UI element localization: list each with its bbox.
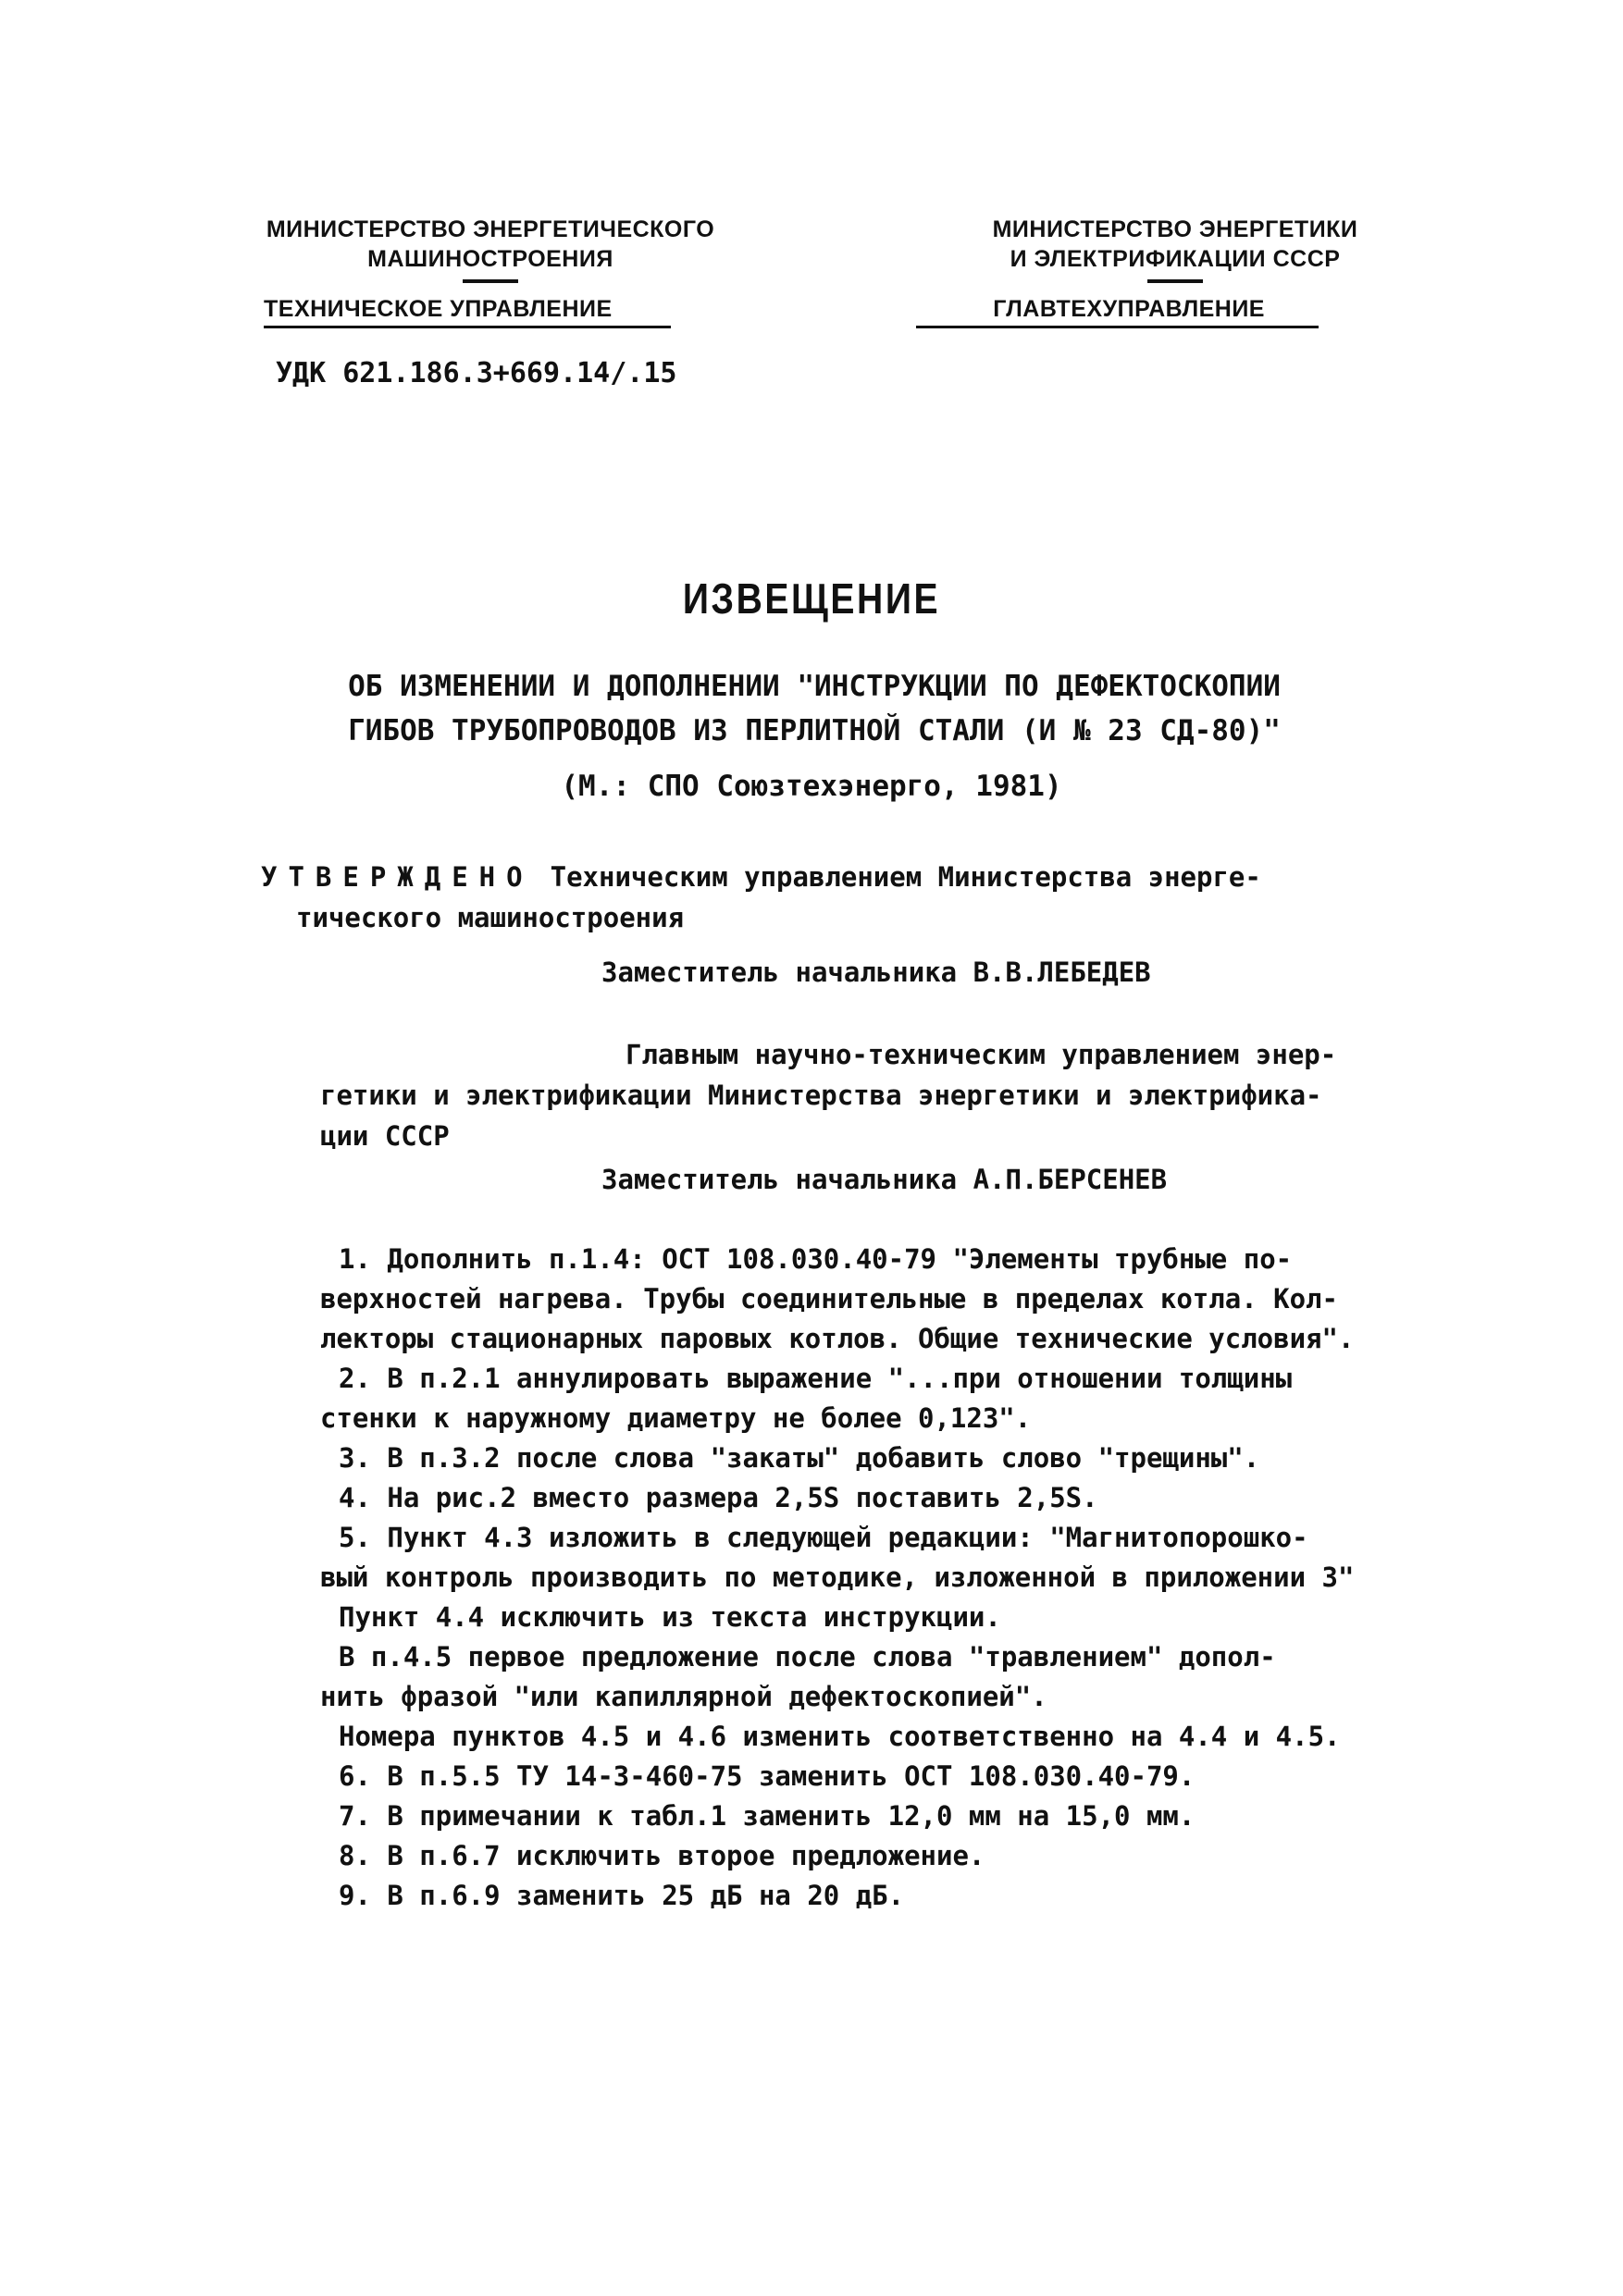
right-organization xyxy=(916,215,1434,283)
document-title: ИЗВЕЩЕНИЕ xyxy=(682,574,941,623)
item-3: 3. В п.3.2 после слова "закаты" добавить слово "трещины". xyxy=(339,1442,1260,1474)
item-4: 4. На рис.2 вместо размера 2,5S поставить 2,5S. xyxy=(339,1482,1098,1513)
item-5-line4: В п.4.5 первое предложение после слова "травлением" допол- xyxy=(339,1641,1276,1673)
item-8: 8. В п.6.7 исключить второе предложение. xyxy=(339,1840,985,1871)
right-org-divider xyxy=(1147,279,1203,283)
changes-list xyxy=(320,1240,1357,1916)
item-2-line2: стенки к наружному диаметру не более 0,123". xyxy=(320,1402,1032,1434)
subtitle-line1: ОБ ИЗМЕНЕНИИ И ДОПОЛНЕНИИ "ИНСТРУКЦИИ ПО ДЕФЕКТОСКОПИИ xyxy=(348,670,1281,703)
item-7: 7. В примечании к табл.1 заменить 12,0 мм на 15,0 мм. xyxy=(339,1800,1196,1832)
left-department xyxy=(264,294,671,328)
item-2-line1: 2. В п.2.1 аннулировать выражение "...при отношении толщины xyxy=(339,1363,1293,1394)
approval-body2-line1: Главным научно-техническим управлением энер- xyxy=(626,1039,1337,1070)
left-org-divider xyxy=(463,279,518,283)
item-1-line1: 1. Дополнить п.1.4: ОСТ 108.030.40-79 "Элементы трубные по- xyxy=(339,1243,1293,1275)
item-5-line2: вый контроль производить по методике, изложенной в приложении 3" xyxy=(320,1562,1355,1593)
signer-1: Заместитель начальника В.В.ЛЕБЕДЕВ xyxy=(601,957,1151,988)
item-5-line5: нить фразой "или капиллярной дефектоскопией". xyxy=(320,1681,1047,1712)
subtitle-line2: ГИБОВ ТРУБОПРОВОДОВ ИЗ ПЕРЛИТНОЙ СТАЛИ (И № 23 СД-80)" xyxy=(348,714,1281,747)
approval-body1-line1: Техническим управлением Министерства энерге- xyxy=(550,861,1261,893)
left-department-label: ТЕХНИЧЕСКОЕ УПРАВЛЕНИЕ xyxy=(264,296,613,322)
approved-word: УТВЕРЖДЕНО xyxy=(261,861,534,893)
item-5-line6: Номера пунктов 4.5 и 4.6 изменить соответственно на 4.4 и 4.5. xyxy=(339,1721,1341,1752)
item-9: 9. В п.6.9 заменить 25 дБ на 20 дБ. xyxy=(339,1880,905,1911)
item-1-line2: верхностей нагрева. Трубы соединительные в пределах котла. Кол- xyxy=(320,1283,1338,1315)
right-department-label: ГЛАВТЕХУПРАВЛЕНИЕ xyxy=(993,296,1265,322)
approval-line1 xyxy=(261,857,1353,897)
approval-body2-line2: гетики и электрификации Министерства энергетики и электрифика- xyxy=(320,1080,1322,1111)
publication-source: (М.: СПО Союзтехэнерго, 1981) xyxy=(561,770,1062,803)
right-org-line1: МИНИСТЕРСТВО ЭНЕРГЕТИКИ xyxy=(992,216,1358,242)
udk-code: УДК 621.186.3+669.14/.15 xyxy=(276,357,677,389)
item-6: 6. В п.5.5 ТУ 14-3-460-75 заменить ОСТ 108.030.40-79. xyxy=(339,1760,1196,1792)
signer-2: Заместитель начальника А.П.БЕРСЕНЕВ xyxy=(601,1164,1168,1195)
document-subtitle xyxy=(305,664,1323,753)
approval-block-1 xyxy=(261,857,1353,938)
item-5-line3: Пункт 4.4 исключить из текста инструкции. xyxy=(339,1601,1001,1633)
approval-block-2 xyxy=(320,1034,1353,1156)
right-department xyxy=(916,294,1319,328)
left-organization xyxy=(231,215,750,283)
left-org-line2: МАШИНОСТРОЕНИЯ xyxy=(367,246,613,272)
approval-body2-line3: ции СССР xyxy=(320,1120,450,1152)
item-1-line3: лекторы стационарных паровых котлов. Общие технические условия". xyxy=(320,1323,1355,1354)
approval-body1-line2: тического машиностроения xyxy=(296,902,685,933)
item-5-line1: 5. Пункт 4.3 изложить в следующей редакции: "Магнитопорошко- xyxy=(339,1522,1308,1553)
left-org-line1: МИНИСТЕРСТВО ЭНЕРГЕТИЧЕСКОГО xyxy=(266,216,715,242)
right-org-line2: И ЭЛЕКТРИФИКАЦИИ СССР xyxy=(1010,246,1341,272)
